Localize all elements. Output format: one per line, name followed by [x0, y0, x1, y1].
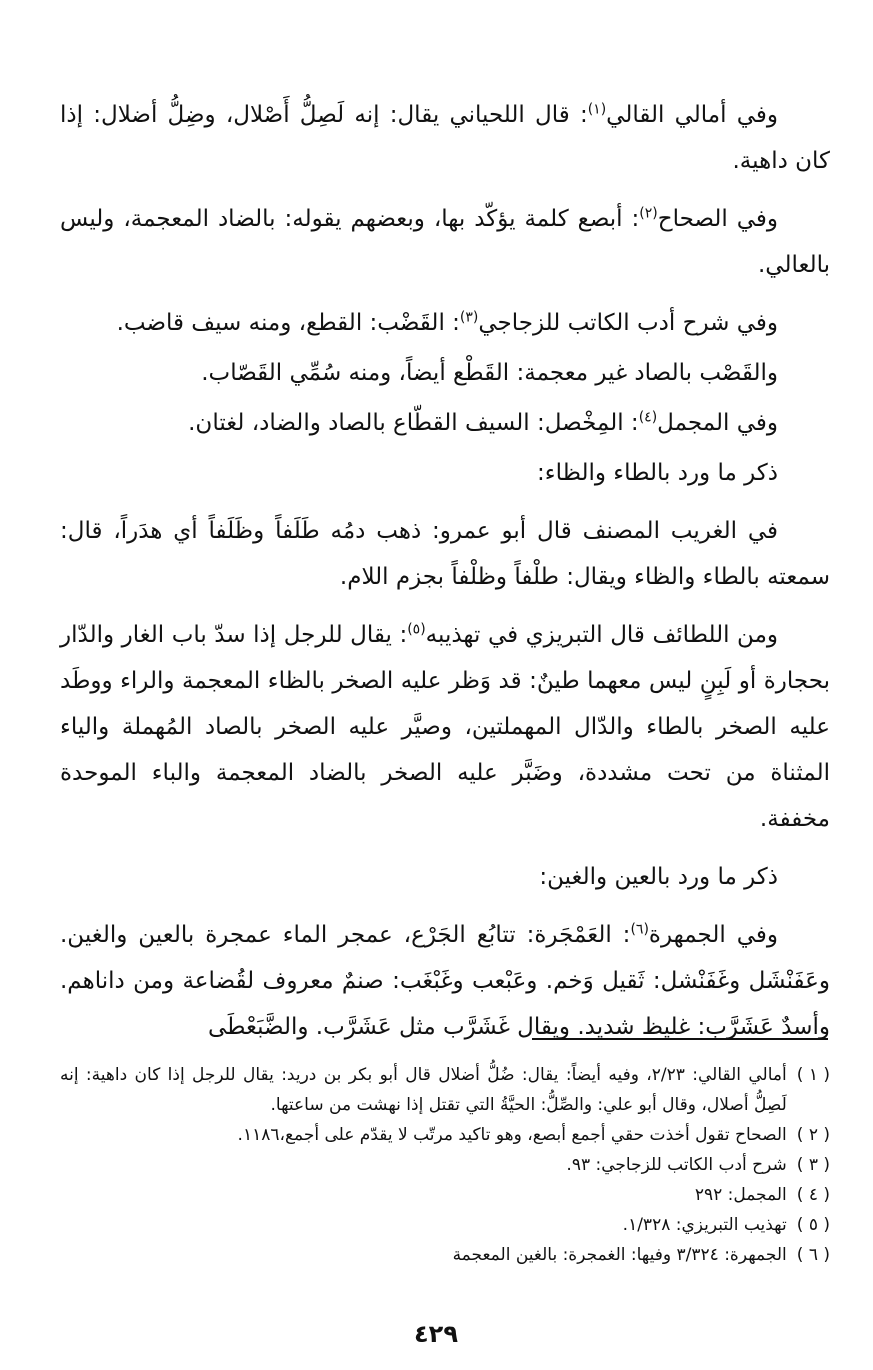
footnote-text: المجمل: ٢٩٢ — [694, 1185, 787, 1205]
footnote-divider — [532, 1038, 828, 1040]
footnote-item — [60, 1120, 830, 1150]
main-text — [60, 92, 830, 1062]
footnote-number: ( ٤ ) — [796, 1185, 830, 1205]
footnote-text: الجمهرة: ٣/٣٢٤ وفيها: الغمجرة: بالغين المعجمة — [452, 1245, 787, 1265]
paragraph-amali — [60, 92, 830, 184]
footnote-item — [60, 1210, 830, 1240]
paragraph-text: وفي أمالي القالي — [606, 102, 778, 128]
footnote-ref: (٤) — [638, 409, 658, 426]
paragraph-text: وفي الجمهرة — [648, 922, 778, 948]
paragraph-jamhara — [60, 912, 830, 1050]
section-heading: ذكر ما ورد بالطاء والظاء: — [537, 460, 778, 486]
footnote-number: ( ٦ ) — [796, 1245, 830, 1265]
footnote-text: أمالي القالي: ٢/٢٣، وفيه أيضاً: يقال: ضُلُّ أضلال قال أبو بكر بن دريد: يقال للرجل إذا كان داهية: إنه لَصِلُّ أصلال، وقال أبو علي: والصِّلُّ: الحيَّةُ التي تقتل إذا نهشت من ساعتها. — [60, 1065, 787, 1115]
footnote-ref: (١) — [587, 101, 607, 118]
paragraph-text: والقَصْب بالصاد غير معجمة: القَطْع أيضاً، ومنه سُمِّي القَصّاب. — [201, 360, 778, 386]
footnote-item — [60, 1240, 830, 1270]
footnote-number: ( ٢ ) — [796, 1125, 830, 1145]
paragraph-text: : المِخْصل: السيف القطّاع بالصاد والضاد، لغتان. — [188, 410, 639, 436]
footnote-item — [60, 1060, 830, 1120]
footnote-ref: (٢) — [639, 205, 658, 222]
section-heading-ta-za — [60, 450, 830, 496]
footnotes — [60, 1060, 830, 1270]
paragraph-tabrizi — [60, 612, 830, 842]
paragraph-sihah — [60, 196, 830, 288]
paragraph-text: : يقال للرجل إذا سدّ باب الغار والدّار بحجارة أو لَبِنٍ ليس معهما طينٌ: قد وَظر عليه الصخر بالظاء المعجمة والراء ووطَد عليه الصخر بالطاء والدّال المهملتين، وصيَّر عليه الصخر بالصاد المُهملة والياء المثناة من تحت مشددة، وضَبَّر عليه الصخر بالضاد المعجمة والباء الموحدة مخففة. — [60, 622, 830, 832]
section-heading: ذكر ما ورد بالعين والغين: — [539, 864, 778, 890]
paragraph-text: وفي شرح أدب الكاتب للزجاجي — [478, 310, 778, 336]
paragraph-qasb — [60, 350, 830, 396]
paragraph-text: ومن اللطائف قال التبريزي في تهذيبه — [425, 622, 778, 648]
paragraph-text: في الغريب المصنف قال أبو عمرو: ذهب دمُه طَلَفاً وظَلَفاً أي هدَراً، قال: سمعته بالطاء والظاء ويقال: طلْفاً وظلْفاً بجزم اللام. — [60, 518, 830, 590]
paragraph-text: : العَمْجَرة: تتابُع الجَرْع، عمجر الماء عمجرة بالعين والغين. وعَفَنْشَل وغَفَنْشل: ثَقيل وَخم. وعَبْعب وغَبْغَب: صنمٌ معروف لقُضاعة ومن داناهم. وأسدٌ عَشَرَّب: غليظ شديد. ويقال غَشَرَّب مثل عَشَرَّب. والضَّبَعْطَى — [60, 922, 830, 1040]
paragraph-text: : قال اللحياني يقال: إنه لَصِلُّ أَصْلال، وضِلُّ أضلال: إذا كان داهية. — [60, 102, 830, 174]
paragraph-text: : أبصع كلمة يؤكّد بها، وبعضهم يقوله: بالضاد المعجمة، وليس بالعالي. — [60, 206, 830, 278]
paragraph-gharib — [60, 508, 830, 600]
footnote-item — [60, 1150, 830, 1180]
section-heading-ain-ghain — [60, 854, 830, 900]
footnote-number: ( ٣ ) — [796, 1155, 830, 1175]
page-number: ٤٢٩ — [414, 1320, 458, 1348]
paragraph-text: : القَضْب: القطع، ومنه سيف قاضب. — [116, 310, 460, 336]
footnote-text: تهذيب التبريزي: ١/٣٢٨. — [622, 1215, 787, 1235]
footnote-text: شرح أدب الكاتب للزجاجي: ٩٣. — [566, 1155, 787, 1175]
footnote-item — [60, 1180, 830, 1210]
footnote-ref: (٣) — [459, 309, 479, 326]
footnote-text: الصحاح تقول أخذت حقي أجمع أبصع، وهو تاكيد مرتّب لا يقدّم على أجمع،١١٨٦. — [237, 1125, 787, 1145]
paragraph-text: وفي الصحاح — [657, 206, 778, 232]
footnote-ref: (٥) — [407, 621, 426, 638]
paragraph-mujmal — [60, 400, 830, 446]
footnote-ref: (٦) — [630, 921, 649, 938]
footnote-number: ( ١ ) — [796, 1065, 830, 1085]
paragraph-zajjaji — [60, 300, 830, 346]
footnote-number: ( ٥ ) — [796, 1215, 830, 1235]
paragraph-text: وفي المجمل — [657, 410, 778, 436]
